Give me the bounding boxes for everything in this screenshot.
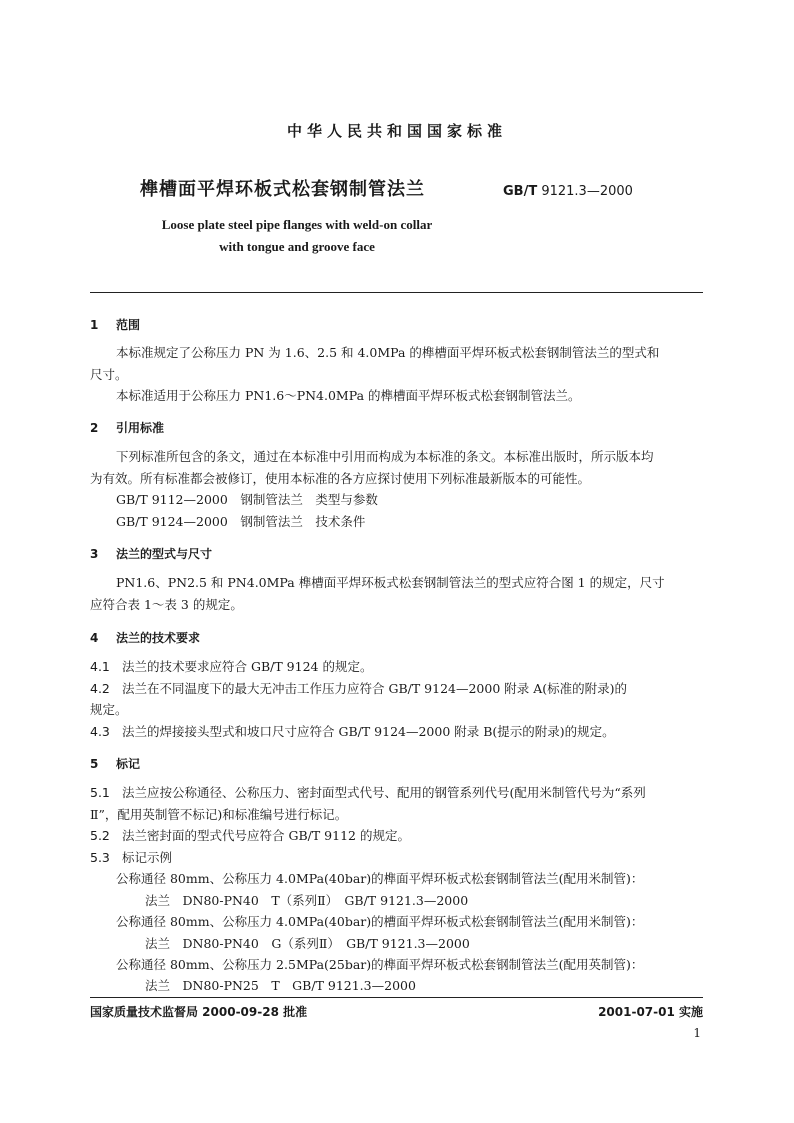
section-1-number: 1 — [90, 318, 99, 332]
example-1-marking: 法兰 DN80-PN40 T（系列Ⅱ） GB/T 9121.3—2000 — [145, 893, 469, 908]
section-2-number: 2 — [90, 421, 99, 435]
clause-number: 5.1 — [90, 785, 110, 800]
standard-title-english-line1: Loose plate steel pipe flanges with weld-on collar — [161, 217, 433, 232]
section-1-para-1-line-2: 尺寸。 — [90, 367, 128, 382]
clause-text: 法兰的技术要求应符合 GB/T 9124 的规定。 — [122, 659, 373, 674]
clause-text: 法兰在不同温度下的最大无冲击工作压力应符合 GB/T 9124—2000 附录 A(标准的附录)的 — [122, 681, 628, 696]
reference-code: GB/T 9112—2000 — [116, 492, 228, 507]
clause-5-2 — [90, 825, 410, 847]
clause-4-3 — [90, 721, 615, 743]
section-1-heading — [90, 316, 140, 333]
standard-number-value: 9121.3—2000 — [541, 184, 633, 199]
standard-title-english-line2: with tongue and groove face — [219, 239, 375, 254]
clause-5-1 — [90, 782, 646, 804]
reference-item — [116, 489, 378, 511]
section-2-heading — [90, 419, 164, 436]
section-4-heading — [90, 629, 200, 646]
section-1-para-2: 本标准适用于公称压力 PN1.6～PN4.0MPa 的榫槽面平焊环板式松套钢制管法兰。 — [116, 388, 581, 403]
example-3-marking: 法兰 DN80-PN25 T GB/T 9121.3—2000 — [145, 978, 416, 993]
clause-number: 5.3 — [90, 850, 110, 865]
section-5-heading — [90, 755, 140, 772]
clause-4-2-continuation: 规定。 — [90, 702, 128, 717]
reference-title: 钢制管法兰 类型与参数 — [240, 492, 378, 507]
section-1-para-1-line-1: 本标准规定了公称压力 PN 为 1.6、2.5 和 4.0MPa 的榫槽面平焊环板式松套钢制管法兰的型式和 — [116, 345, 660, 360]
section-4-title: 法兰的技术要求 — [116, 631, 201, 645]
example-3-description: 公称通径 80mm、公称压力 2.5MPa(25bar)的榫面平焊环板式松套钢制管法兰(配用英制管)： — [116, 957, 644, 972]
implementation-date: 2001-07-01 实施 — [598, 1005, 703, 1019]
section-5-title: 标记 — [116, 757, 141, 771]
section-5-number: 5 — [90, 757, 99, 771]
clause-number: 5.2 — [90, 828, 110, 843]
reference-item — [116, 511, 365, 533]
example-2-marking: 法兰 DN80-PN40 G（系列Ⅱ） GB/T 9121.3—2000 — [145, 936, 470, 951]
clause-number: 4.3 — [90, 724, 110, 739]
section-3-heading — [90, 545, 212, 562]
country-standard-heading: 中华人民共和国国家标准 — [286, 122, 507, 140]
example-2-description: 公称通径 80mm、公称压力 4.0MPa(40bar)的槽面平焊环板式松套钢制管法兰(配用米制管)： — [116, 914, 644, 929]
section-2-para-line-2: 为有效。所有标准都会被修订，使用本标准的各方应探讨使用下列标准最新版本的可能性。 — [90, 471, 591, 486]
clause-text: 法兰应按公称通径、公称压力、密封面型式代号、配用的钢管系列代号(配用米制管代号为“系列 — [122, 785, 646, 800]
section-2-title: 引用标准 — [116, 421, 165, 435]
reference-title: 钢制管法兰 技术条件 — [240, 514, 366, 529]
section-3-para-line-2: 应符合表 1～表 3 的规定。 — [90, 597, 243, 612]
header-divider — [90, 292, 703, 293]
clause-5-3 — [90, 847, 172, 869]
clause-text: 标记示例 — [122, 850, 173, 865]
standard-number — [503, 184, 633, 199]
section-4-number: 4 — [90, 631, 99, 645]
clause-number: 4.2 — [90, 681, 110, 696]
clause-text: 法兰密封面的型式代号应符合 GB/T 9112 的规定。 — [122, 828, 410, 843]
clause-4-1 — [90, 656, 372, 678]
example-1-description: 公称通径 80mm、公称压力 4.0MPa(40bar)的榫面平焊环板式松套钢制管法兰(配用米制管)： — [116, 871, 644, 886]
standard-prefix: GB/T — [503, 184, 538, 199]
section-3-title: 法兰的型式与尺寸 — [116, 547, 213, 561]
clause-number: 4.1 — [90, 659, 110, 674]
standard-title-chinese: 榫槽面平焊环板式松套钢制管法兰 — [140, 179, 425, 200]
approval-date: 国家质量技术监督局 2000-09-28 批准 — [90, 1005, 308, 1019]
section-1-title: 范围 — [116, 318, 141, 332]
page-number: 1 — [693, 1026, 701, 1040]
section-3-para-line-1: PN1.6、PN2.5 和 PN4.0MPa 榫槽面平焊环板式松套钢制管法兰的型式应符合图 1 的规定，尺寸 — [116, 575, 665, 590]
reference-code: GB/T 9124—2000 — [116, 514, 228, 529]
section-3-number: 3 — [90, 547, 99, 561]
clause-5-1-continuation: Ⅱ”，配用英制管不标记)和标准编号进行标记。 — [90, 807, 348, 822]
footer-divider — [90, 997, 703, 998]
clause-text: 法兰的焊接接头型式和坡口尺寸应符合 GB/T 9124—2000 附录 B(提示的附录)的规定。 — [122, 724, 615, 739]
clause-4-2 — [90, 678, 627, 700]
section-2-para-line-1: 下列标准所包含的条文，通过在本标准中引用而构成为本标准的条文。本标准出版时，所示版本均 — [116, 449, 654, 464]
